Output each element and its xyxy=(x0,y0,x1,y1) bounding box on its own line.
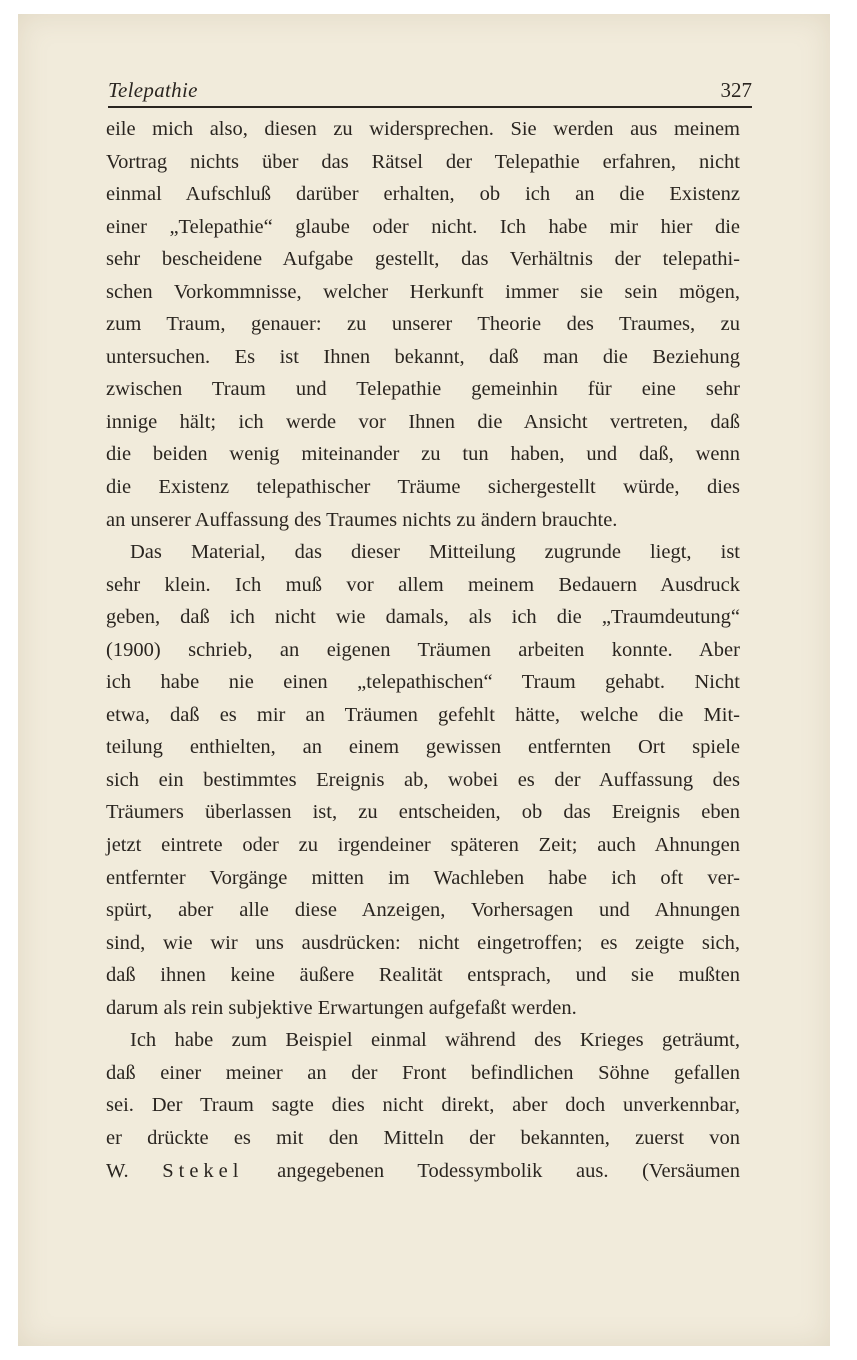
text-line: Träumers überlassen ist, zu entscheiden, ob das Ereignis eben xyxy=(106,801,740,824)
text-line: zum Traum, genauer: zu unserer Theorie des Traumes, zu xyxy=(106,313,740,336)
text-line-last xyxy=(106,1155,740,1188)
running-title: Telepathie xyxy=(108,78,198,102)
text-line: einer „Telepathie“ glaube oder nicht. Ich habe mir hier die xyxy=(106,215,740,238)
text-line: darum als rein subjektive Erwartungen aufgefaßt werden. xyxy=(106,996,577,1019)
text-line-remainder: angegebenen Todessymbolik aus. (Versäumen xyxy=(277,1159,741,1182)
page-number: 327 xyxy=(720,78,752,102)
text-line: die Existenz telepathischer Träume sichergestellt würde, dies xyxy=(106,476,740,499)
text-line: daß ihnen keine äußere Realität entsprach, und sie mußten xyxy=(106,964,740,987)
author-initial: W. xyxy=(106,1159,129,1182)
text-line: ich habe nie einen „telepathischen“ Traum gehabt. Nicht xyxy=(106,671,740,694)
text-line: sei. Der Traum sagte dies nicht direkt, aber doch unverkennbar, xyxy=(106,1094,740,1117)
text-line: schen Vorkommnisse, welcher Herkunft immer sie sein mögen, xyxy=(106,280,740,303)
text-line: die beiden wenig miteinander zu tun haben, und daß, wenn xyxy=(106,443,740,466)
text-line: einmal Aufschluß darüber erhalten, ob ich an die Existenz xyxy=(106,183,740,206)
text-line: jetzt eintrete oder zu irgendeiner späteren Zeit; auch Ahnungen xyxy=(106,834,740,857)
text-line: Ich habe zum Beispiel einmal während des Krieges geträumt, xyxy=(130,1029,740,1052)
text-line: er drückte es mit den Mitteln der bekannten, zuerst von xyxy=(106,1126,740,1149)
text-line: entfernter Vorgänge mitten im Wachleben habe ich oft ver- xyxy=(106,866,740,889)
text-line: etwa, daß es mir an Träumen gefehlt hätte, welche die Mit- xyxy=(106,703,740,726)
text-line: daß einer meiner an der Front befindlichen Söhne gefallen xyxy=(106,1061,740,1084)
body-text xyxy=(106,113,740,1187)
text-line: eile mich also, diesen zu widersprechen. Sie werden aus meinem xyxy=(106,118,740,140)
text-line: Das Material, das dieser Mitteilung zugrunde liegt, ist xyxy=(130,541,740,564)
text-line: teilung enthielten, an einem gewissen entfernten Ort spiele xyxy=(106,736,740,759)
text-line: (1900) schrieb, an eigenen Träumen arbeiten konnte. Aber xyxy=(106,638,740,661)
text-line: zwischen Traum und Telepathie gemeinhin für eine sehr xyxy=(106,378,740,401)
text-line: sehr bescheidene Aufgabe gestellt, das Verhältnis der telepathi- xyxy=(106,248,740,271)
text-line: sich ein bestimmtes Ereignis ab, wobei es der Auffassung des xyxy=(106,768,740,791)
text-line: sind, wie wir uns ausdrücken: nicht eingetroffen; es zeigte sich, xyxy=(106,931,740,954)
text-line: an unserer Auffassung des Traumes nichts zu ändern brauchte. xyxy=(106,508,618,531)
running-header xyxy=(108,76,752,108)
author-name-spaced: Stekel xyxy=(162,1159,244,1182)
text-line: Vortrag nichts über das Rätsel der Telepathie erfahren, nicht xyxy=(106,150,740,173)
text-line: spürt, aber alle diese Anzeigen, Vorhersagen und Ahnungen xyxy=(106,899,740,922)
text-line: innige hält; ich werde vor Ihnen die Ansicht vertreten, daß xyxy=(106,410,740,433)
text-line: geben, daß ich nicht wie damals, als ich die „Traumdeutung“ xyxy=(106,606,740,629)
text-line: untersuchen. Es ist Ihnen bekannt, daß man die Beziehung xyxy=(106,345,740,368)
text-line: sehr klein. Ich muß vor allem meinem Bedauern Ausdruck xyxy=(106,573,740,596)
